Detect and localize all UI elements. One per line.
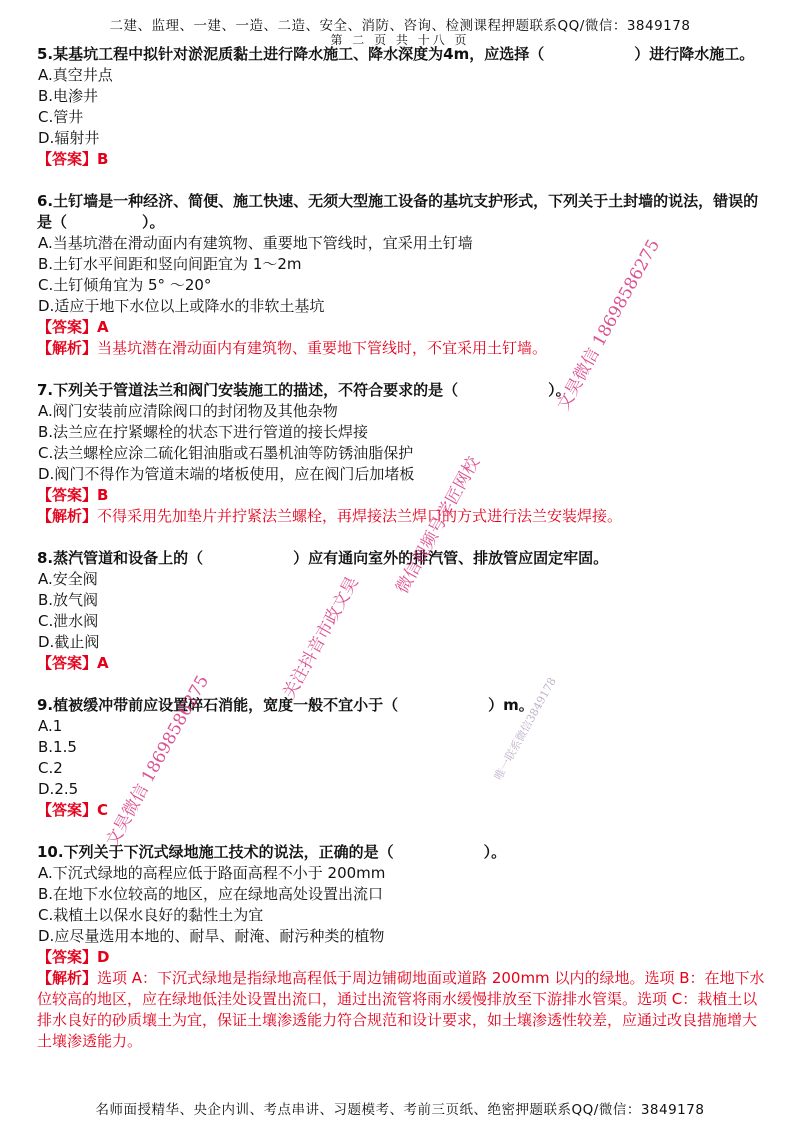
question-5 [37, 44, 767, 170]
analysis-text [37, 506, 767, 527]
watermark-wechat-2: 文昊微信 18698586275 [102, 672, 214, 851]
watermark-video-account: 微信视频号学匠网校 [392, 453, 485, 598]
analysis-text [37, 968, 767, 1052]
question-stem: 6.土钉墙是一种经济、简便、施工快速、无须大型施工设备的基坑支护形式，下列关于土封墙的说法，错误的是（ ）。 [37, 192, 759, 231]
answer-label: 【答案】C [37, 801, 109, 819]
page-number: 第 二 页 共 十八 页 [330, 33, 470, 47]
question-6 [37, 191, 767, 359]
option-a: A.阀门安装前应清除阀口的封闭物及其他杂物 [38, 402, 338, 420]
option-a: A.1 [38, 717, 63, 735]
option-d: D.应尽量选用本地的、耐旱、耐淹、耐污种类的植物 [38, 927, 385, 945]
question-stem: 9.植被缓冲带前应设置碎石消能，宽度一般不宜小于（ ）m。 [37, 696, 534, 714]
analysis-tag: 【解析】 [37, 507, 98, 525]
option-a: A.当基坑潜在滑动面内有建筑物、重要地下管线时，宜采用土钉墙 [38, 234, 473, 252]
watermark-faint-contact: 唯一联系微信3849178 [491, 675, 559, 783]
question-stem: 7.下列关于管道法兰和阀门安装施工的描述，不符合要求的是（ ）。 [37, 381, 571, 399]
question-7 [37, 380, 767, 527]
question-stem: 10.下列关于下沉式绿地施工技术的说法，正确的是（ ）。 [37, 843, 507, 861]
question-stem: 8.蒸汽管道和设备上的（ ）应有通向室外的排汽管、排放管应固定牢固。 [37, 549, 609, 567]
answer-label: 【答案】B [37, 486, 109, 504]
analysis-body: 不得采用先加垫片并拧紧法兰螺栓，再焊接法兰焊口的方式进行法兰安装焊接。 [97, 507, 623, 525]
option-d: D.阀门不得作为管道末端的堵板使用，应在阀门后加堵板 [38, 465, 415, 483]
option-a: A.下沉式绿地的高程应低于路面高程不小于 200mm [38, 864, 386, 882]
page-footer: 名师面授精华、央企内训、考点串讲、习题模考、考前三页纸、绝密押题联系QQ/微信：3849178 [95, 1102, 705, 1118]
option-b: B.土钉水平间距和竖向间距宜为 1～2m [38, 255, 302, 273]
option-d: D.适应于地下水位以上或降水的非软土基坑 [38, 297, 325, 315]
option-c: C.土钉倾角宜为 5° ～20° [38, 276, 212, 294]
option-c: C.2 [38, 759, 63, 777]
watermark-wechat: 文昊微信 18698586275 [553, 236, 665, 415]
option-b: B.电渗井 [38, 87, 99, 105]
page-header: 二建、监理、一建、一造、二造、安全、消防、咨询、检测课程押题联系QQ/微信：3849178 [109, 18, 691, 34]
option-d: D.辐射井 [38, 129, 100, 147]
analysis-tag: 【解析】 [37, 969, 98, 987]
option-b: B.在地下水位较高的地区，应在绿地高处设置出流口 [38, 885, 384, 903]
answer-label: 【答案】B [37, 150, 109, 168]
answer-label: 【答案】A [37, 318, 109, 336]
answer-label: 【答案】D [37, 948, 110, 966]
question-stem: 5.某基坑工程中拟针对淤泥质黏土进行降水施工、降水深度为4m，应选择（ ）进行降水施工。 [37, 45, 755, 63]
answer-label: 【答案】A [37, 654, 109, 672]
option-c: C.法兰螺栓应涂二硫化钼油脂或石墨机油等防锈油脂保护 [38, 444, 414, 462]
option-d: D.2.5 [38, 780, 79, 798]
option-c: C.管井 [38, 108, 84, 126]
question-10 [37, 842, 767, 1052]
option-a: A.真空井点 [38, 66, 113, 84]
option-b: B.放气阀 [38, 591, 99, 609]
analysis-body: 选项 A：下沉式绿地是指绿地高程低于周边铺砌地面或道路 200mm 以内的绿地。选项 B：在地下水位较高的地区，应在绿地低洼处设置出流口，通过出流管将雨水缓慢排放至下游排水管渠。选项 C：栽植土以排水良好的砂质壤土为宜，保证土壤渗透能力符合规范和设计要求，如土壤渗透性较差，应通过改良措施增大土壤渗透能力。 [37, 969, 765, 1050]
option-d: D.截止阀 [38, 633, 100, 651]
option-a: A.安全阀 [38, 570, 98, 588]
analysis-body: 当基坑潜在滑动面内有建筑物、重要地下管线时，不宜采用土钉墙。 [97, 339, 548, 357]
option-b: B.法兰应在拧紧螺栓的状态下进行管道的接长焊接 [38, 423, 369, 441]
option-c: C.泄水阀 [38, 612, 99, 630]
option-c: C.栽植土以保水良好的黏性土为宜 [38, 906, 264, 924]
watermark-douyin: 关注抖音市政文昊 [279, 573, 363, 703]
analysis-tag: 【解析】 [37, 339, 98, 357]
analysis-text [37, 338, 767, 359]
option-b: B.1.5 [38, 738, 77, 756]
